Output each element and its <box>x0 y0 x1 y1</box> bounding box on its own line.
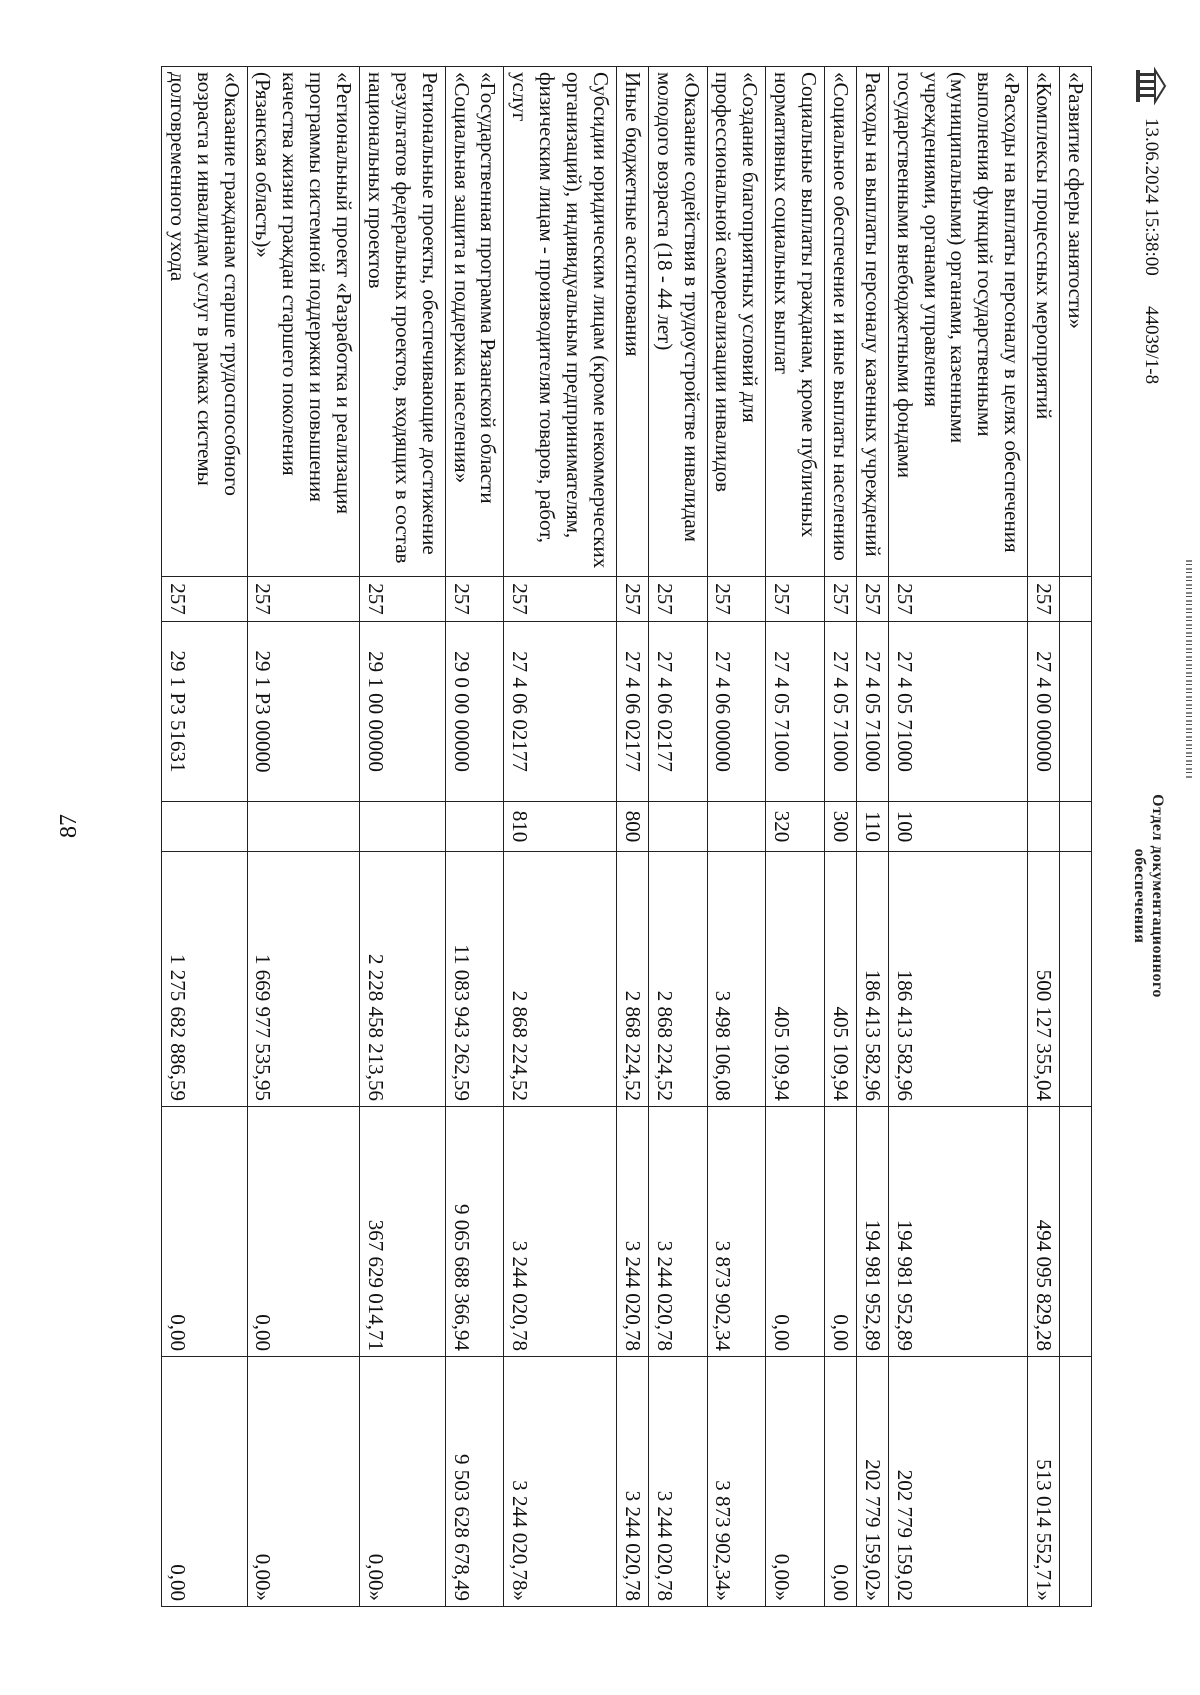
row-value-3: 0,00» <box>360 1357 446 1607</box>
row-csr: 27 4 00 00000 <box>1028 622 1060 802</box>
row-value-1: 186 413 582,96 <box>857 852 889 1107</box>
row-value-1: 11 083 943 262,59 <box>445 852 504 1107</box>
table-row <box>766 67 825 1607</box>
row-csr: 27 4 06 02177 <box>648 622 707 802</box>
table-row <box>360 67 446 1607</box>
row-grbs: 257 <box>707 577 766 622</box>
row-csr: 27 4 06 00000 <box>707 622 766 802</box>
row-vr: 800 <box>617 802 649 852</box>
table-row <box>445 67 504 1607</box>
table-row <box>857 67 889 1607</box>
row-value-1: 405 109,94 <box>825 852 857 1107</box>
department-stamp <box>1129 766 1166 1026</box>
row-name: Иные бюджетные ассигнования <box>617 67 649 577</box>
row-csr: 27 4 05 71000 <box>857 622 889 802</box>
row-value-1: 2 868 224,52 <box>617 852 649 1107</box>
row-value-1: 2 868 224,52 <box>648 852 707 1107</box>
stamp-line-1: Отдел документационного <box>1149 794 1166 998</box>
emblem-icon <box>1130 66 1170 106</box>
row-grbs: 257 <box>857 577 889 622</box>
row-csr: 29 1 P3 51631 <box>162 622 248 802</box>
row-name: «Оказание содействия в трудоустройстве инвалидам молодого возраста (18 - 44 лет) <box>648 67 707 577</box>
row-value-3: 9 503 628 678,49 <box>445 1357 504 1607</box>
row-grbs: 257 <box>504 577 617 622</box>
table-row <box>247 67 360 1607</box>
row-vr: 100 <box>888 802 1027 852</box>
row-csr: 27 4 05 71000 <box>825 622 857 802</box>
row-value-2: 0,00 <box>247 1107 360 1357</box>
row-name: «Развитие сферы занятости» <box>1060 67 1092 577</box>
row-value-1: 500 127 355,04 <box>1028 852 1060 1107</box>
row-value-2: 0,00 <box>825 1107 857 1357</box>
row-vr: 110 <box>857 802 889 852</box>
row-name: «Оказание гражданам старше трудоспособного возраста и инвалидам услуг в рамках системы долговременного ухода <box>162 67 248 577</box>
row-value-1: 3 498 106,08 <box>707 852 766 1107</box>
row-name: «Социальное обеспечение и иные выплаты населению <box>825 67 857 577</box>
row-vr <box>247 802 360 852</box>
row-vr <box>707 802 766 852</box>
row-grbs: 257 <box>766 577 825 622</box>
row-value-1: 1 669 977 535,95 <box>247 852 360 1107</box>
row-csr: 27 4 05 71000 <box>888 622 1027 802</box>
row-csr: 29 1 00 00000 <box>360 622 446 802</box>
row-grbs: 257 <box>888 577 1027 622</box>
row-value-1: 2 228 458 213,56 <box>360 852 446 1107</box>
row-name: «Комплексы процессных мероприятий <box>1028 67 1060 577</box>
row-value-2: 194 981 952,89 <box>888 1107 1027 1357</box>
row-value-1: 186 413 582,96 <box>888 852 1027 1107</box>
row-name: Субсидии юридическим лицам (кроме некоммерческих организаций), индивидуальным предпринимателям, физическим лицам - производителям товаров, работ, услуг <box>504 67 617 577</box>
row-name: «Расходы на выплаты персоналу в целях обеспечения выполнения функций государственными (муниципальными) органами, казенными учреждениями, органами управления государственными внебюджетными фондами <box>888 67 1027 577</box>
row-csr: 29 0 00 00000 <box>445 622 504 802</box>
row-value-1: 2 868 224,52 <box>504 852 617 1107</box>
document-number: 44039/1-8 <box>1141 306 1162 385</box>
row-value-2: 9 065 688 366,94 <box>445 1107 504 1357</box>
timestamp: 13.06.2024 15:38:00 <box>1141 118 1162 276</box>
row-csr: 27 4 06 02177 <box>504 622 617 802</box>
table-row <box>162 67 248 1607</box>
row-name: «Государственная программа Рязанской области «Социальная защита и поддержка населения» <box>445 67 504 577</box>
scan-barcode-mark <box>1186 560 1192 780</box>
row-value-3: 0,00 <box>825 1357 857 1607</box>
row-grbs: 257 <box>617 577 649 622</box>
row-value-3: 202 779 159,02» <box>857 1357 889 1607</box>
table-row <box>707 67 766 1607</box>
row-value-3: 202 779 159,02 <box>888 1357 1027 1607</box>
row-vr: 320 <box>766 802 825 852</box>
row-name: Социальные выплаты гражданам, кроме публичных нормативных социальных выплат <box>766 67 825 577</box>
row-value-2: 3 244 020,78 <box>648 1107 707 1357</box>
row-csr: 27 4 05 71000 <box>766 622 825 802</box>
row-value-3: 513 014 552,71» <box>1028 1357 1060 1607</box>
row-grbs: 257 <box>445 577 504 622</box>
row-grbs: 257 <box>648 577 707 622</box>
row-vr <box>648 802 707 852</box>
stamp-line-2: обеспечения <box>1130 848 1148 944</box>
row-value-3: 3 244 020,78 <box>648 1357 707 1607</box>
row-value-1: 405 109,94 <box>766 852 825 1107</box>
table-row <box>617 67 649 1607</box>
row-vr: 300 <box>825 802 857 852</box>
row-value-2: 3 873 902,34 <box>707 1107 766 1357</box>
budget-table <box>161 66 1092 1607</box>
row-name: «Создание благоприятных условий для профессиональной самореализации инвалидов <box>707 67 766 577</box>
row-vr <box>162 802 248 852</box>
row-name: «Региональный проект «Разработка и реализация программы системной поддержки и повышения качества жизни граждан старшего поколения (Рязанская область)» <box>247 67 360 577</box>
row-grbs: 257 <box>247 577 360 622</box>
row-value-3: 3 244 020,78 <box>617 1357 649 1607</box>
row-value-3: 0,00» <box>247 1357 360 1607</box>
row-grbs: 257 <box>1028 577 1060 622</box>
page-number: 87 <box>56 814 82 838</box>
row-value-3: 3 244 020,78» <box>504 1357 617 1607</box>
row-vr <box>360 802 446 852</box>
row-value-3: 0,00» <box>766 1357 825 1607</box>
row-name: Региональные проекты, обеспечивающие достижение результатов федеральных проектов, входящих в состав национальных проектов <box>360 67 446 577</box>
row-value-1: 1 275 682 886,59 <box>162 852 248 1107</box>
row-value-2: 0,00 <box>162 1107 248 1357</box>
row-value-2: 3 244 020,78 <box>617 1107 649 1357</box>
row-value-3: 3 873 902,34» <box>707 1357 766 1607</box>
row-grbs: 257 <box>825 577 857 622</box>
row-vr: 810 <box>504 802 617 852</box>
budget-table-body <box>162 67 1092 1607</box>
row-value-2: 194 981 952,89 <box>857 1107 889 1357</box>
page-footer <box>1050 66 1170 1606</box>
row-value-2: 3 244 020,78 <box>504 1107 617 1357</box>
table-row <box>825 67 857 1607</box>
row-grbs: 257 <box>162 577 248 622</box>
budget-table-container <box>92 66 1092 1606</box>
row-grbs: 257 <box>360 577 446 622</box>
row-vr <box>445 802 504 852</box>
row-value-2: 0,00 <box>766 1107 825 1357</box>
table-row <box>888 67 1027 1607</box>
row-value-2: 494 095 829,28 <box>1028 1107 1060 1357</box>
row-value-2: 367 629 014,71 <box>360 1107 446 1357</box>
row-value-3: 0,00 <box>162 1357 248 1607</box>
row-csr: 29 1 P3 00000 <box>247 622 360 802</box>
row-csr: 27 4 06 02177 <box>617 622 649 802</box>
table-row <box>504 67 617 1607</box>
row-name: Расходы на выплаты персоналу казенных учреждений <box>857 67 889 577</box>
table-row <box>648 67 707 1607</box>
